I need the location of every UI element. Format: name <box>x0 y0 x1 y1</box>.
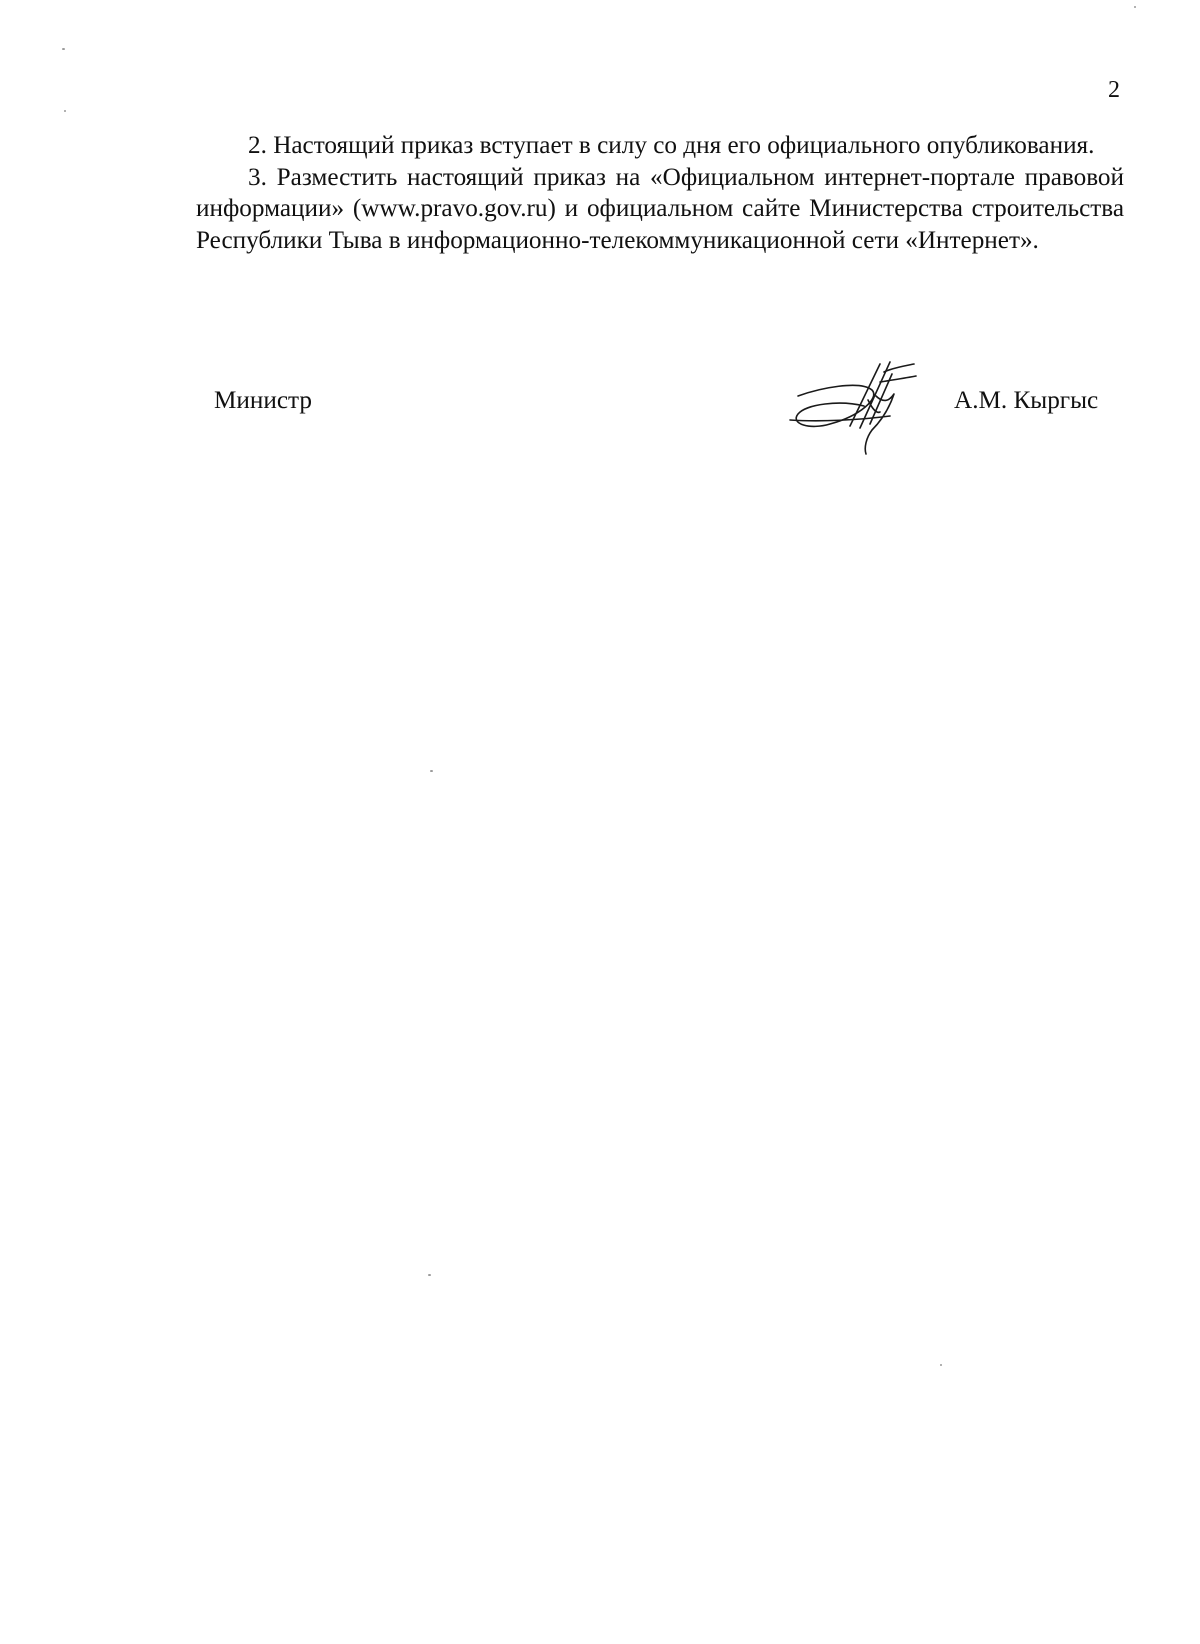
signer-title: Министр <box>214 387 312 414</box>
scan-speck <box>62 48 65 50</box>
scan-speck <box>1134 6 1136 8</box>
signer-name: А.М. Кыргыс <box>954 387 1099 414</box>
paragraph-2-effective-date: 2. Настоящий приказ вступает в силу со дня его официального опубликования. <box>248 132 1095 159</box>
scan-speck <box>64 110 66 112</box>
page-number: 2 <box>1108 77 1120 103</box>
scan-speck <box>430 770 433 772</box>
signature-block <box>0 360 1200 470</box>
handwritten-signature <box>780 360 960 460</box>
paragraph-3-publication: 3. Разместить настоящий приказ на «Официальном интернет-портале правовой информации» (www.pravo.gov.ru) и официальном сайте Министерства строительства Республики Тыва в информационно-телекоммуникационной сети «Интернет». <box>196 163 1124 254</box>
scan-speck <box>940 1364 942 1366</box>
scan-speck <box>428 1274 431 1276</box>
document-body <box>196 130 1124 256</box>
